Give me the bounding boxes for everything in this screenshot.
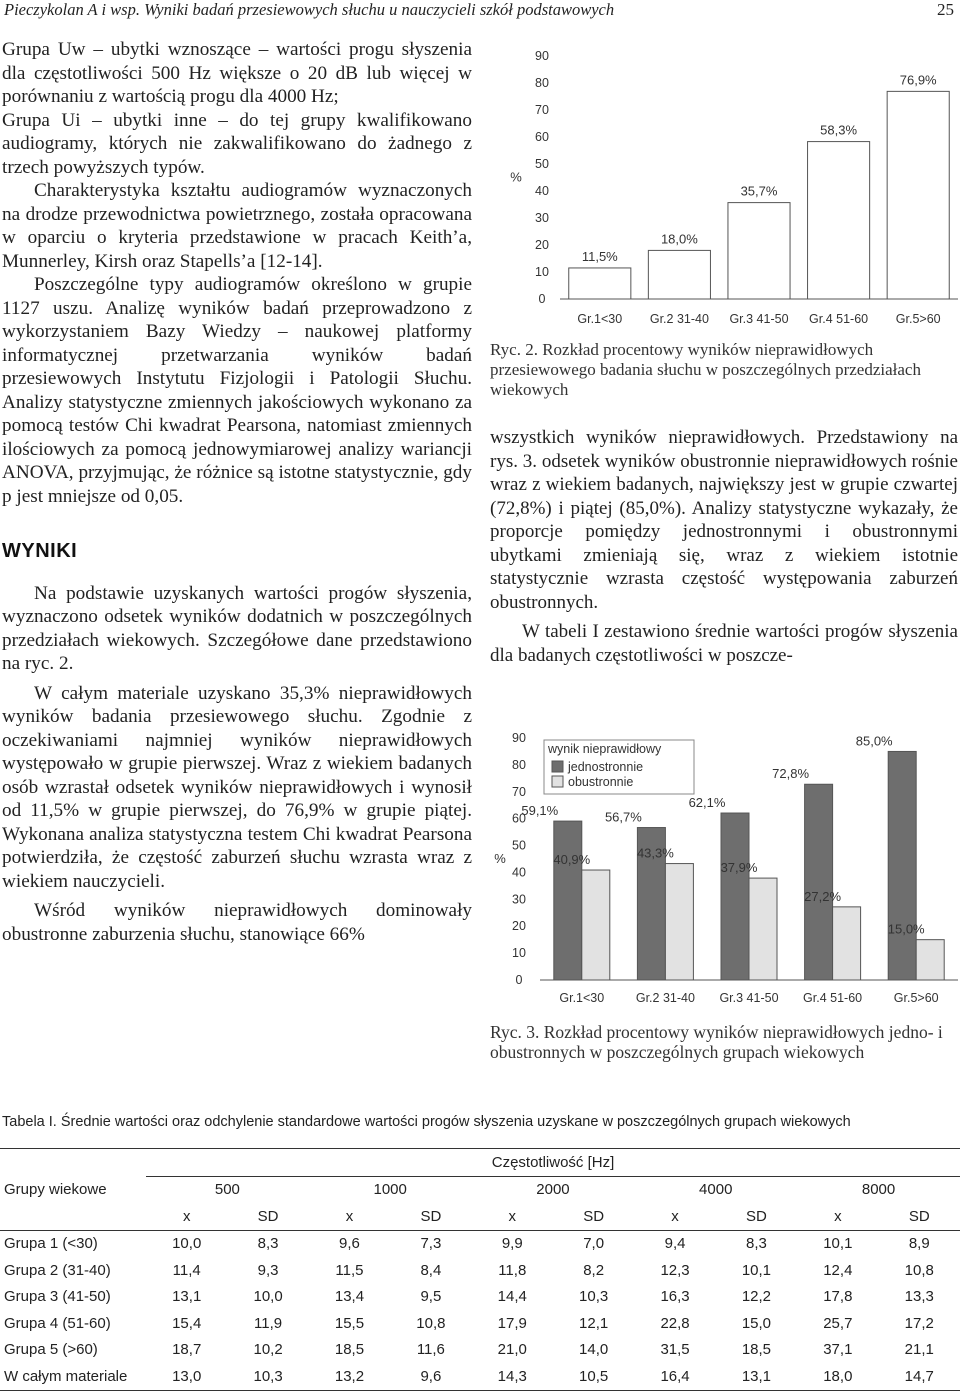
table-cell: 13,1 — [716, 1363, 797, 1390]
table-cell: 12,1 — [579, 1314, 609, 1332]
y-axis-label: % — [510, 169, 522, 185]
y-tick-label: 70 — [512, 784, 526, 799]
table-cell: 10,3 — [579, 1288, 609, 1306]
y-axis-label: % — [494, 851, 506, 866]
bar-jednostronnie — [554, 821, 582, 980]
x-tick-label: Gr.1<30 — [577, 312, 623, 326]
x-tick-label: Gr.3 41-50 — [729, 312, 789, 326]
bar-jednostronnie — [888, 751, 916, 980]
legend-title: wynik nieprawidłowy — [548, 742, 662, 756]
freq-1000: 1000 — [373, 1181, 407, 1199]
table-cell: 9,6 — [390, 1363, 471, 1390]
y-tick-label: 60 — [535, 130, 549, 144]
table-cell: 11,6 — [416, 1341, 445, 1359]
bar-value-label: 18,0% — [660, 231, 698, 247]
bar-value-label: 76,9% — [899, 72, 937, 88]
subheader-mean: x — [146, 1203, 227, 1230]
figure-3-caption-text: Rozkład procentowy wyników nieprawidłowych jedno- i obustronnych w poszczególnych grupach wiekowych — [490, 1022, 943, 1062]
row-group-label: Grupa 2 (31-40) — [4, 1261, 111, 1279]
table-row — [0, 1363, 960, 1390]
figure-3-chart — [490, 728, 960, 1010]
subheader-sd: SD — [553, 1203, 634, 1230]
y-tick-label: 30 — [535, 211, 549, 225]
table-cell: 12,4 — [823, 1261, 853, 1279]
y-tick-label: 40 — [535, 184, 549, 198]
subheader-sd: SD — [390, 1203, 471, 1230]
x-tick-label: Gr.2 31-40 — [635, 991, 695, 1005]
table-cell: 21,1 — [904, 1341, 934, 1359]
table-cell: 10,0 — [172, 1235, 202, 1253]
bar-value-label: 11,5% — [581, 248, 618, 264]
table-cell: 14,4 — [497, 1288, 527, 1306]
left-column — [2, 38, 472, 946]
table-cell: 14,0 — [579, 1341, 609, 1359]
table-caption: Tabela I. Średnie wartości oraz odchylenie standardowe wartości progów słyszenia uzyskane w poszczególnych grupach wiekowych — [2, 1114, 851, 1130]
table-cell: 15,5 — [334, 1314, 365, 1332]
bar-value-label: 56,7% — [604, 809, 642, 825]
subheader-mean: x — [634, 1203, 715, 1230]
subheader-sd: SD — [879, 1203, 960, 1230]
table-cell: 25,7 — [823, 1314, 853, 1332]
table-cell: 18,0 — [797, 1363, 878, 1390]
bar-value-label: 72,8% — [772, 766, 810, 782]
table-cell: 15,4 — [172, 1314, 202, 1332]
figure-3-caption-label: Ryc. 3. — [490, 1022, 540, 1042]
table-row — [0, 1310, 960, 1337]
table-cell: 17,9 — [497, 1314, 527, 1332]
bar-value-label: 43,3% — [636, 845, 674, 861]
subheader-sd: SD — [716, 1203, 797, 1230]
bar-value-label: 27,2% — [804, 888, 842, 904]
table-cell: 7,0 — [583, 1235, 605, 1253]
x-tick-label: Gr.3 41-50 — [719, 991, 779, 1005]
bar-obustronnie — [749, 878, 777, 980]
bar-value-label: 40,9% — [553, 852, 591, 868]
row-group-label: Grupa 1 (<30) — [4, 1235, 98, 1253]
legend-entry: obustronnie — [568, 775, 634, 789]
table-cell: 8,3 — [257, 1235, 279, 1253]
bar — [648, 250, 710, 299]
figure-2-chart — [490, 40, 960, 330]
freq-500: 500 — [214, 1181, 240, 1199]
running-title: Pieczykolan A i wsp. Wyniki badań przesiewowych słuchu u nauczycieli szkół podstawowych — [4, 0, 615, 19]
table-row — [0, 1337, 960, 1364]
group-header: Grupy wiekowe — [4, 1181, 107, 1198]
y-tick-label: 10 — [512, 946, 526, 961]
paragraph-methods: Poszczególne typy audiogramów określono w grupie 1127 uszu. Analizę wyników badań przeprowadzono z wykorzystaniem Bazy Wiedzy – naukowej platformy informatycznej przetwarzania wyników badań przesiewowych Instytutu Fizjologii i Patologii Słuchu. Analizy statystyczne zmiennych jakościowych wykonano za pomocą testów Chi kwadrat Pearsona, natomiast zmiennych ilościowych za pomocą jednowymiarowej analizy wariancji ANOVA, przyjmując, że różnice są istotne statystycznie, gdy p jest mniejsze od 0,05. — [2, 274, 472, 507]
table-cell: 22,8 — [660, 1314, 690, 1332]
y-tick-label: 60 — [512, 811, 526, 826]
row-group-label: Grupa 5 (>60) — [4, 1341, 98, 1359]
table-cell: 10,3 — [227, 1363, 308, 1390]
table-cell: 11,5 — [335, 1261, 364, 1279]
table-cell: 10,8 — [416, 1314, 446, 1332]
table-cell: 17,8 — [823, 1288, 853, 1306]
row-group-label: W całym materiale — [0, 1363, 146, 1390]
running-header — [4, 0, 954, 26]
y-tick-label: 80 — [512, 757, 526, 772]
bar-value-label: 58,3% — [820, 122, 858, 138]
figure-3-caption — [490, 1022, 958, 1062]
figure-2-caption-label: Ryc. 2. — [490, 340, 538, 359]
frequency-header: Częstotliwość [Hz] — [146, 1149, 960, 1177]
y-tick-label: 50 — [535, 157, 549, 171]
table-cell: 31,5 — [660, 1341, 690, 1359]
row-group-label: Grupa 4 (51-60) — [4, 1314, 111, 1332]
bar-value-label: 35,7% — [740, 183, 778, 199]
x-tick-label: Gr.1<30 — [559, 991, 605, 1005]
table-cell: 14,7 — [879, 1363, 960, 1390]
legend-swatch — [552, 761, 563, 772]
table-cell: 9,4 — [664, 1235, 686, 1253]
table-cell: 9,6 — [339, 1235, 360, 1253]
table-cell: 15,0 — [741, 1314, 772, 1332]
section-title-results: WYNIKI — [2, 540, 78, 562]
table-cell: 10,1 — [741, 1261, 772, 1279]
table-cell: 13,1 — [172, 1288, 202, 1306]
y-tick-label: 90 — [512, 731, 526, 745]
row-group-label: Grupa 3 (41-50) — [4, 1288, 111, 1306]
table-cell: 8,9 — [908, 1235, 930, 1253]
table-cell: 10,5 — [553, 1363, 634, 1390]
table-cell: 8,4 — [420, 1261, 442, 1279]
bar — [728, 203, 790, 299]
x-tick-label: Gr.5>60 — [893, 991, 939, 1005]
table-cell: 37,1 — [823, 1341, 853, 1359]
bar-value-label: 37,9% — [720, 860, 758, 876]
table-cell: 9,9 — [501, 1235, 523, 1253]
table-row — [0, 1257, 960, 1284]
table-cell: 10,2 — [253, 1341, 283, 1359]
table-cell: 10,1 — [823, 1235, 853, 1253]
table-cell: 8,2 — [583, 1261, 605, 1279]
table-cell: 14,3 — [472, 1363, 553, 1390]
paragraph-results-3: Wśród wyników nieprawidłowych dominowały obustronne zaburzenia słuchu, stanowiące 66% — [2, 900, 472, 945]
bar-obustronnie — [665, 864, 693, 980]
table-cell: 12,2 — [741, 1288, 772, 1306]
paragraph-ui: Grupa Ui – ubytki inne – do tej grupy kwalifikowano audiogramy, których nie zakwalifikowano do żadnego z trzech powyższych typów. — [2, 109, 472, 178]
y-tick-label: 90 — [535, 49, 549, 63]
table-cell: 13,0 — [146, 1363, 227, 1390]
y-tick-label: 0 — [538, 292, 546, 306]
bar — [808, 142, 870, 299]
table-cell: 12,3 — [660, 1261, 690, 1279]
table-cell: 13,2 — [309, 1363, 390, 1390]
right-column — [490, 426, 958, 667]
table-cell: 11,9 — [254, 1314, 283, 1332]
table-row — [0, 1230, 960, 1257]
bar-value-label: 15,0% — [887, 921, 925, 937]
legend-swatch — [552, 776, 563, 787]
table-cell: 16,3 — [660, 1288, 690, 1306]
table-cell: 18,5 — [334, 1341, 365, 1359]
freq-8000: 8000 — [861, 1181, 896, 1199]
paragraph-characteristics: Charakterystyka kształtu audiogramów wyznaczonych na drodze przewodnictwa powietrznego, została opracowana w oparciu o kryteria przedstawione w pracach Keith’a, Munnerley, Kirsh oraz Stapells’a [12-14]. — [2, 180, 472, 272]
bar-jednostronnie — [721, 813, 749, 980]
table-cell: 18,5 — [741, 1341, 772, 1359]
y-tick-label: 20 — [535, 238, 549, 252]
table-cell: 8,3 — [746, 1235, 767, 1253]
x-tick-label: Gr.5>60 — [895, 312, 941, 326]
paragraph-right-2: W tabeli I zestawiono średnie wartości progów słyszenia dla badanych częstotliwości w poszcze- — [490, 621, 958, 666]
table-cell: 11,4 — [172, 1261, 201, 1279]
paragraph-results-2: W całym materiale uzyskano 35,3% nieprawidłowych wyników badania przesiewowego słuchu. Zgodnie z oczekiwaniami najmniej wyników nieprawidłowych występowało w grupie pierwszej. Wraz z wiekiem badanych osób wzrastał odsetek wyników nieprawidłowych i wynosił od 11,5% w grupie pierwszej, do 76,9% w grupie piątej. Wykonana analiza statystyczna testem Chi kwadrat Pearsona potwierdziła, że częstość zaburzeń słuchu wzrasta wraz z wiekiem nauczycieli. — [2, 682, 472, 892]
table-cell: 11,8 — [498, 1261, 527, 1279]
bar-obustronnie — [582, 870, 610, 980]
table-cell: 17,2 — [904, 1314, 934, 1332]
table-cell: 9,5 — [420, 1288, 442, 1306]
table-cell: 13,4 — [334, 1288, 365, 1306]
bar-obustronnie — [916, 940, 944, 980]
legend-entry: jednostronnie — [568, 760, 644, 774]
y-tick-label: 80 — [535, 76, 549, 90]
paragraph-uw: Grupa Uw – ubytki wznoszące – wartości progu słyszenia dla częstotliwości 500 Hz większe o 20 dB lub więcej w porównaniu z wartością progu dla 4000 Hz; — [2, 39, 472, 107]
table-cell: 16,4 — [634, 1363, 715, 1390]
data-table — [0, 1148, 960, 1391]
subheader-mean: x — [797, 1203, 878, 1230]
bar — [569, 268, 631, 299]
y-tick-label: 0 — [515, 973, 523, 987]
paragraph-right-1: wszystkich wyników nieprawidłowych. Przedstawiony na rys. 3. odsetek wyników obustronnie nieprawidłowych rośnie wraz z wiekiem badanych, największy jest w grupie czwartej (72,8%) i piątej (85,0%). Analizy statystyczne wykazały, że proporcje pomiędzy jednostronnymi i obustronnymi ubytkami zmieniają się, wraz z wiekiem istotnie statystycznie wzrasta częstość występowania zaburzeń obustronnych. — [490, 427, 958, 613]
page-number: 25 — [937, 0, 954, 19]
y-tick-label: 20 — [512, 919, 526, 934]
table-row — [0, 1284, 960, 1311]
x-tick-label: Gr.4 51-60 — [803, 991, 863, 1005]
table-cell: 9,3 — [257, 1261, 279, 1279]
y-tick-label: 40 — [512, 865, 526, 880]
bar-value-label: 59,1% — [521, 803, 559, 819]
subheader-sd: SD — [227, 1203, 308, 1230]
subheader-mean: x — [309, 1203, 390, 1230]
y-tick-label: 70 — [535, 103, 549, 117]
table-cell: 10,8 — [904, 1261, 934, 1279]
paragraph-results-1: Na podstawie uzyskanych wartości progów słyszenia, wyznaczono odsetek wyników dodatnich w poszczególnych przedziałach wiekowych. Szczegółowe dane przedstawiono na ryc. 2. — [2, 582, 472, 674]
bar — [887, 91, 949, 299]
freq-4000: 4000 — [699, 1181, 733, 1199]
y-tick-label: 50 — [512, 838, 526, 853]
table-cell: 10,0 — [253, 1288, 283, 1306]
subheader-mean: x — [472, 1203, 553, 1230]
table-cell: 13,3 — [904, 1288, 934, 1306]
bar-jednostronnie — [805, 784, 833, 980]
table-cell: 7,3 — [420, 1235, 442, 1253]
table-cell: 21,0 — [497, 1341, 527, 1359]
freq-2000: 2000 — [536, 1181, 570, 1199]
bar-value-label: 85,0% — [855, 733, 893, 749]
figure-2-caption — [490, 340, 958, 400]
x-tick-label: Gr.4 51-60 — [809, 312, 869, 326]
x-tick-label: Gr.2 31-40 — [649, 312, 709, 326]
y-tick-label: 10 — [535, 265, 549, 279]
bar-obustronnie — [833, 907, 861, 980]
bar-value-label: 62,1% — [688, 795, 726, 811]
table-cell: 18,7 — [172, 1341, 202, 1359]
figure-2-caption-text: Rozkład procentowy wyników nieprawidłowych przesiewowego badania słuchu w poszczególnych przedziałach wiekowych — [490, 340, 921, 399]
y-tick-label: 30 — [512, 892, 526, 907]
